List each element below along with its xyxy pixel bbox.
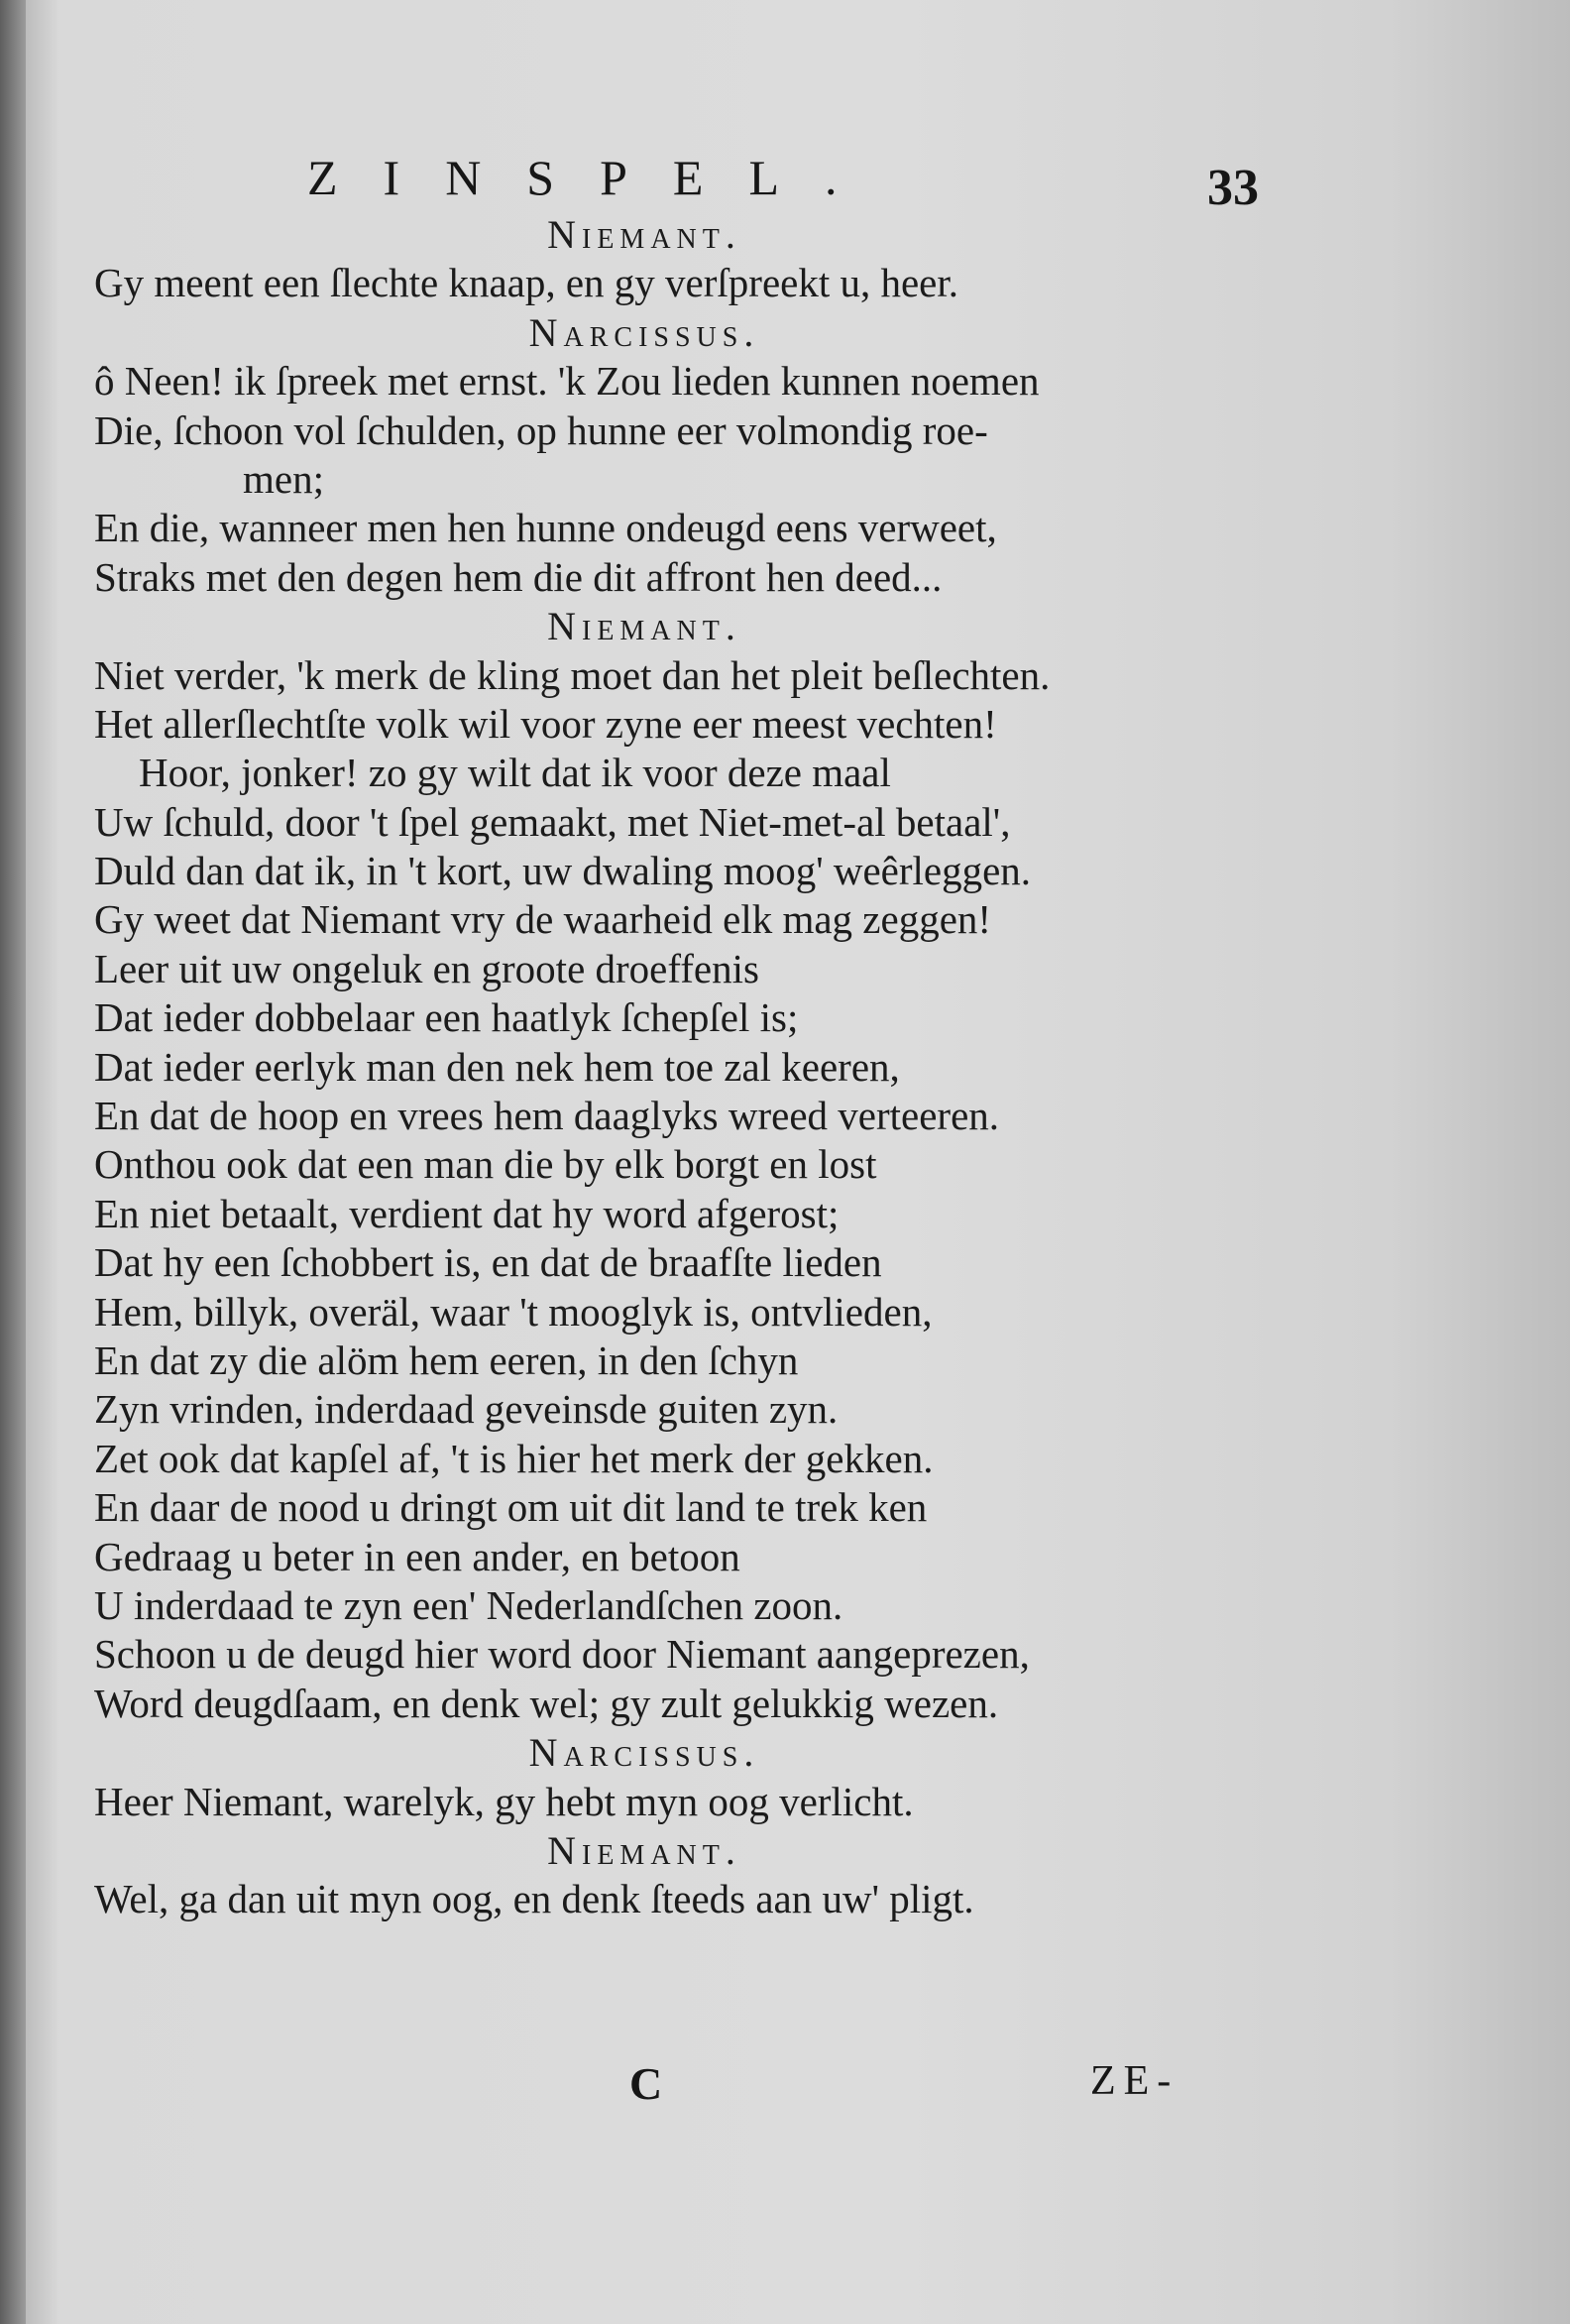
verse-line: En niet betaalt, verdient dat hy word afgerost; bbox=[94, 1190, 840, 1236]
verse-line: Straks met den degen hem die dit affront hen deed... bbox=[94, 553, 943, 600]
verse-line: Zyn vrinden, inderdaad geveinsde guiten zyn. bbox=[94, 1386, 839, 1433]
speaker-name: Niemant. bbox=[547, 1827, 741, 1873]
page-footer bbox=[0, 2057, 1570, 2117]
verse-line: Zet ook dat kapſel af, 't is hier het merk der gekken. bbox=[94, 1435, 934, 1481]
verse-line: ô Neen! ik ſpreek met ernst. 'k Zou lieden kunnen noemen bbox=[94, 358, 1040, 405]
verse-line: Schoon u de deugd hier word door Niemant aangeprezen, bbox=[94, 1631, 1030, 1678]
verse-line: Wel, ga dan uit myn oog, en denk ſteeds aan uw' pligt. bbox=[94, 1876, 974, 1922]
verse-line: Onthou ook dat een man die by elk borgt en lost bbox=[94, 1141, 877, 1188]
verse-line: Niet verder, 'k merk de kling moet dan het pleit beſlechten. bbox=[94, 651, 1051, 698]
verse-line: Duld dan dat ik, in 't kort, uw dwaling moog' weêrleggen. bbox=[94, 848, 1032, 894]
speaker-name: Niemant. bbox=[547, 604, 741, 649]
verse-line: Dat hy een ſchobbert is, en dat de braafſte lieden bbox=[94, 1239, 882, 1286]
page-gutter-shadow bbox=[0, 0, 26, 2324]
verse-line: En dat de hoop en vrees hem daaglyks wreed verteeren. bbox=[94, 1093, 1000, 1139]
verse-line: Dat ieder eerlyk man den nek hem toe zal keeren, bbox=[94, 1043, 900, 1090]
verse-line: En daar de nood u dringt om uit dit land te trek ken bbox=[94, 1484, 928, 1531]
verse-line: Heer Niemant, warelyk, gy hebt myn oog verlicht. bbox=[94, 1778, 914, 1824]
verse-text bbox=[94, 210, 1284, 1924]
verse-line: Gy meent een ſlechte knaap, en gy verſpreekt u, heer. bbox=[94, 260, 959, 306]
verse-line: Gy weet dat Niemant vry de waarheid elk mag zeggen! bbox=[94, 896, 992, 943]
verse-line: En die, wanneer men hen hunne ondeugd eens verweet, bbox=[94, 505, 997, 551]
verse-line: men; bbox=[243, 455, 324, 502]
verse-line: Word deugdſaam, en denk wel; gy zult gelukkig wezen. bbox=[94, 1680, 999, 1726]
speaker-name: Narcissus. bbox=[528, 1730, 760, 1776]
speaker-name: Narcissus. bbox=[528, 309, 760, 355]
verse-line: U inderdaad te zyn een' Nederlandſchen zoon. bbox=[94, 1581, 843, 1628]
verse-line: Leer uit uw ongeluk en groote droeffenis bbox=[94, 945, 759, 991]
verse-line: Uw ſchuld, door 't ſpel gemaakt, met Niet-met-al betaal', bbox=[94, 798, 1011, 845]
verse-line: Het allerſlechtſte volk wil voor zyne eer meest vechten! bbox=[94, 700, 997, 747]
verse-line: En dat zy die alöm hem eeren, in den ſchyn bbox=[94, 1336, 799, 1383]
speaker-name: Niemant. bbox=[547, 212, 741, 257]
verse-line: Hoor, jonker! zo gy wilt dat ik voor deze maal bbox=[139, 750, 891, 796]
verse-line: Gedraag u beter in een ander, en betoon bbox=[94, 1533, 740, 1579]
running-title: ZINSPEL. bbox=[307, 150, 883, 205]
verse-line: Dat ieder dobbelaar een haatlyk ſchepſel is; bbox=[94, 994, 799, 1041]
verse-line: Die, ſchoon vol ſchulden, op hunne eer volmondig roe- bbox=[94, 407, 988, 453]
catchword: ZE- bbox=[1090, 2058, 1179, 2104]
page-header bbox=[307, 149, 1259, 218]
page-number: 33 bbox=[1207, 160, 1259, 216]
verse-line: Hem, billyk, overäl, waar 't mooglyk is, ontvlieden, bbox=[94, 1288, 933, 1335]
signature-mark: C bbox=[629, 2058, 663, 2109]
